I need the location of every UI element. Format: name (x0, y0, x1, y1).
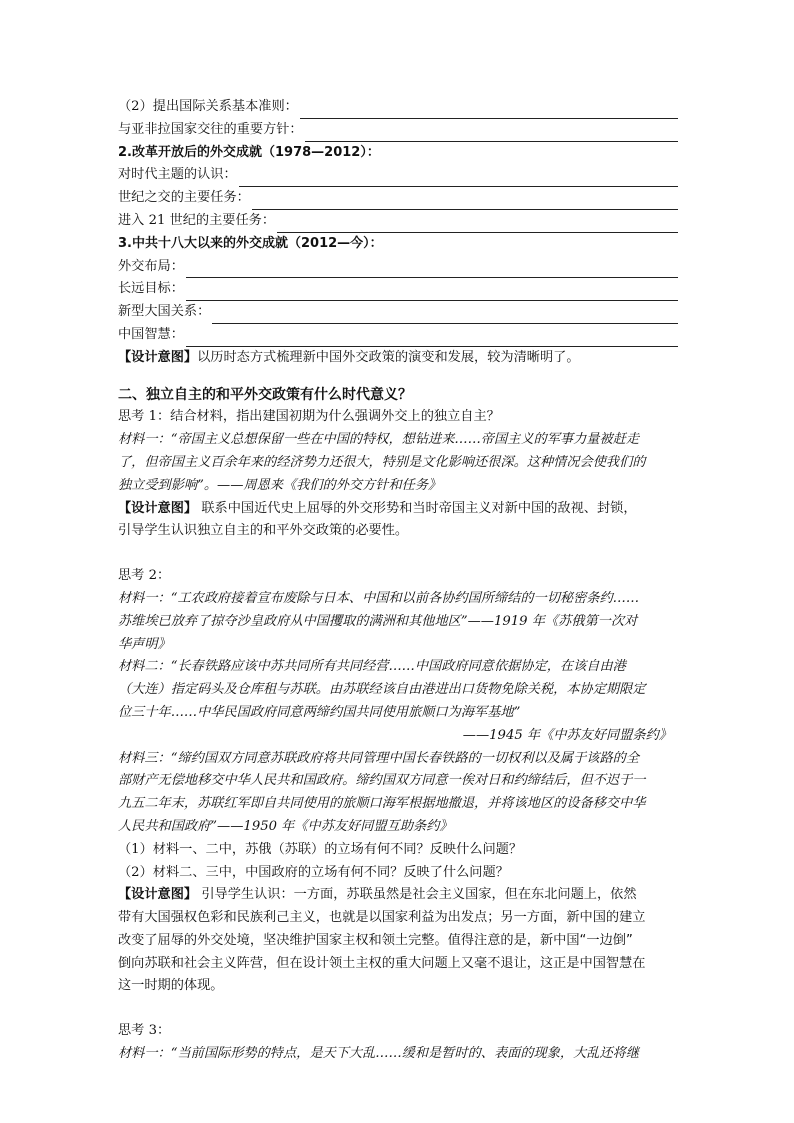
material-3-line: 九五二年末，苏联红军即自共同使用的旅顺口海军根据地撤退，并将该地区的设备移交中华 (118, 796, 646, 812)
material-3-line: 材料三：“缔约国双方同意苏联政府将共同管理中国长春铁路的一切权利以及属于该路的全 (118, 750, 640, 766)
answer-blank[interactable] (186, 263, 678, 278)
design-intent-2 (118, 498, 678, 521)
design-intent-3-line: 改变了屈辱的外交处境，坚决维护国家主权和领土完整。值得注意的是，新中国“一边倒” (118, 932, 633, 948)
fill-label: 世纪之交的主要任务： (118, 190, 250, 206)
document-page (118, 96, 678, 1066)
design-intent-3-line: 带有大国强权色彩和民族利己主义，也就是以国家利益为出发点；另一方面，新中国的建立 (118, 910, 646, 926)
design-intent-3 (118, 884, 678, 907)
design-intent-2-line: 引导学生认识独立自主的和平外交政策的必要性。 (118, 523, 409, 539)
heading-18th-congress-achievements: 3.中共十八大以来的外交成就（2012—今）： (118, 235, 383, 251)
fill-label: 进入 21 世纪的主要任务： (118, 212, 276, 228)
fill-label: 长远目标： (118, 281, 184, 297)
material-2-line: 位三十年……中华民国政府同意两缔约国共同使用旅顺口为海军基地” (118, 704, 521, 720)
fill-row-21st-century-tasks (118, 210, 678, 233)
fill-row-era-theme (118, 164, 678, 187)
fill-row-international-principles (118, 96, 678, 119)
question-2: （2）材料二、三中，中国政府的立场有何不同？反映了什么问题？ (118, 864, 509, 880)
answer-blank[interactable] (252, 195, 678, 210)
material-1-line: 苏维埃已放弃了掠夺沙皇政府从中国攫取的满洲和其他地区”——1919 年《苏俄第一次对 (118, 613, 638, 629)
fill-row-asia-africa-latam-policy (118, 119, 678, 142)
think-1-material-line: 了，但帝国主义百余年来的经济势力还很大，特别是文化影响还很深。这种情况会使我们的 (118, 454, 646, 470)
fill-label: 新型大国关系： (118, 304, 211, 320)
answer-blank[interactable] (277, 218, 678, 233)
design-intent-1 (118, 347, 678, 370)
material-2-line: 材料二：“长春铁路应该中苏共同所有共同经营……中国政府同意依据协定，在该自由港 (118, 659, 626, 675)
fill-label: 中国智慧： (118, 326, 184, 342)
answer-blank[interactable] (186, 332, 678, 347)
answer-blank[interactable] (300, 104, 678, 119)
design-intent-tag: 【设计意图】 (118, 500, 198, 516)
fill-label: 外交布局： (118, 258, 184, 274)
fill-row-long-term-goal (118, 278, 678, 301)
answer-blank[interactable] (186, 286, 678, 301)
design-intent-tag: 【设计意图】 (118, 887, 198, 903)
fill-label: 与亚非拉国家交往的重要方针： (118, 121, 303, 137)
fill-row-turn-of-century-tasks (118, 187, 678, 210)
think-1-material-line: 独立受到影响”。——周恩来《我们的外交方针和任务》 (118, 477, 442, 493)
heading-reform-era-achievements: 2.改革开放后的外交成就（1978—2012）： (118, 144, 380, 160)
design-intent-text: 联系中国近代史上屈辱的外交形势和当时帝国主义对新中国的敌视、封锁， (197, 500, 637, 516)
material-1-line: 材料一：“工农政府接着宣布废除与日本、中国和以前各协约国所缔结的一切秘密条约…… (118, 590, 640, 606)
think-1-material-line: 材料一：“帝国主义总想保留一些在中国的特权，想钻进来……帝国主义的军事力量被赶走 (118, 432, 640, 448)
material-2-source: ——1945 年《中苏友好同盟条约》 (462, 727, 672, 743)
design-intent-text: 引导学生认识：一方面，苏联虽然是社会主义国家，但在东北问题上，依然 (197, 887, 637, 903)
answer-blank[interactable] (212, 309, 678, 324)
design-intent-3-line: 这一时期的体现。 (118, 978, 224, 994)
think-3-material-line: 材料一：“当前国际形势的特点，是天下大乱……缓和是暂时的、表面的现象，大乱还将继 (118, 1046, 640, 1062)
design-intent-text: 以历时态方式梳理新中国外交政策的演变和发展，较为清晰明了。 (197, 349, 580, 365)
fill-label: （2）提出国际关系基本准则： (118, 99, 298, 114)
fill-label: 对时代主题的认识： (118, 167, 237, 183)
material-3-line: 人民共和国政府”——1950 年《中苏友好同盟互助条约》 (118, 818, 453, 834)
material-3-line: 部财产无偿地移交中华人民共和国政府。缔约国双方同意一俟对日和约缔结后，但不迟于一 (118, 773, 646, 789)
answer-blank[interactable] (305, 127, 678, 142)
material-1-line: 华声明》 (118, 636, 171, 652)
think-3-title: 思考 3： (118, 1023, 171, 1039)
fill-row-new-major-power-relations (118, 301, 678, 324)
section-title-era-significance: 二、独立自主的和平外交政策有什么时代意义？ (118, 386, 412, 403)
question-1: （1）材料一、二中，苏俄（苏联）的立场有何不同？反映什么问题？ (118, 841, 523, 857)
design-intent-tag: 【设计意图】 (118, 349, 198, 365)
answer-blank[interactable] (239, 172, 678, 187)
fill-row-chinese-wisdom (118, 324, 678, 347)
material-2-line: （大连）指定码头及仓库租与苏联。由苏联经该自由港进出口货物免除关税，本协定期限定 (118, 682, 646, 698)
think-1-question: 思考 1：结合材料，指出建国初期为什么强调外交上的独立自主？ (118, 409, 500, 425)
design-intent-3-line: 倒向苏联和社会主义阵营，但在设计领土主权的重大问题上又毫不退让，这正是中国智慧在 (118, 955, 646, 971)
think-2-title: 思考 2： (118, 568, 171, 584)
fill-row-diplomatic-layout (118, 256, 678, 279)
